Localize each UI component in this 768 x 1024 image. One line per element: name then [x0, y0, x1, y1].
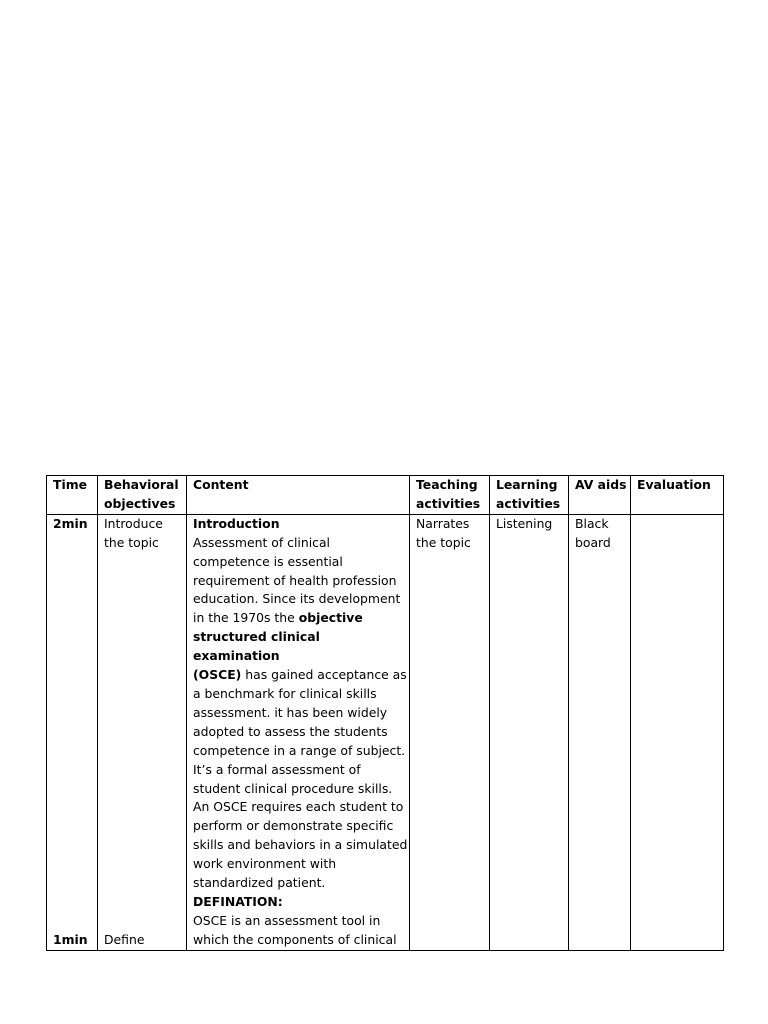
- content-line: has gained acceptance as: [241, 667, 407, 683]
- content-bold-osce: (OSCE): [193, 667, 242, 683]
- content-line: adopted to assess the students: [193, 723, 388, 739]
- content-line: Assessment of clinical: [193, 534, 330, 550]
- objective-introduce-line1: Introduce: [104, 515, 163, 531]
- content-line: a benchmark for clinical skills: [193, 685, 377, 701]
- header-behavioral-objectives: Behavioral objectives: [98, 476, 187, 515]
- evaluation-cell: [631, 514, 724, 950]
- content-line: It’s a formal assessment of: [193, 761, 361, 777]
- header-time: Time: [47, 476, 98, 515]
- content-line: An OSCE requires each student to: [193, 799, 404, 815]
- content-line: student clinical procedure skills.: [193, 780, 393, 796]
- av-aids-cell: [569, 514, 631, 950]
- teaching-line2: the topic: [416, 534, 471, 550]
- objective-introduce-line2: the topic: [104, 534, 159, 550]
- content-bold-structured: structured clinical examination: [193, 629, 320, 664]
- content-line: education. Since its development: [193, 591, 401, 607]
- teaching-line1: Narrates: [416, 515, 470, 531]
- header-teaching-activities: Teaching activities: [410, 476, 490, 515]
- content-line: requirement of health profession: [193, 572, 397, 588]
- content-line: assessment. it has been widely: [193, 704, 388, 720]
- content-heading-introduction: Introduction: [193, 515, 280, 531]
- content-cell: [187, 514, 410, 950]
- content-line: which the components of clinical: [193, 931, 397, 947]
- learning-text: Listening: [496, 515, 553, 531]
- learning-cell: [490, 514, 569, 950]
- content-line: skills and behaviors in a simulated: [193, 837, 408, 853]
- header-evaluation: Evaluation: [631, 476, 724, 515]
- av-line1: Black: [575, 515, 609, 531]
- time-1min: 1min: [53, 931, 88, 947]
- header-learning-activities: Learning activities: [490, 476, 569, 515]
- time-cell: [47, 514, 98, 950]
- header-row: [47, 476, 724, 515]
- content-line: standardized patient.: [193, 875, 326, 891]
- header-content: Content: [187, 476, 410, 515]
- content-line: competence is essential: [193, 553, 343, 569]
- content-line: in the 1970s the: [193, 610, 299, 626]
- teaching-cell: [410, 514, 490, 950]
- table-row: [47, 514, 724, 950]
- content-heading-definition: DEFINATION:: [193, 893, 283, 909]
- content-line: perform or demonstrate specific: [193, 818, 394, 834]
- objectives-cell: [98, 514, 187, 950]
- content-line: work environment with: [193, 856, 337, 872]
- lesson-plan-table: [46, 475, 724, 951]
- av-line2: board: [575, 534, 611, 550]
- content-line: OSCE is an assessment tool in: [193, 912, 381, 928]
- objective-define: Define: [104, 931, 145, 947]
- content-bold-objective: objective: [298, 610, 363, 626]
- header-av-aids: AV aids: [569, 476, 631, 515]
- time-2min: 2min: [53, 515, 88, 531]
- content-line: competence in a range of subject.: [193, 742, 406, 758]
